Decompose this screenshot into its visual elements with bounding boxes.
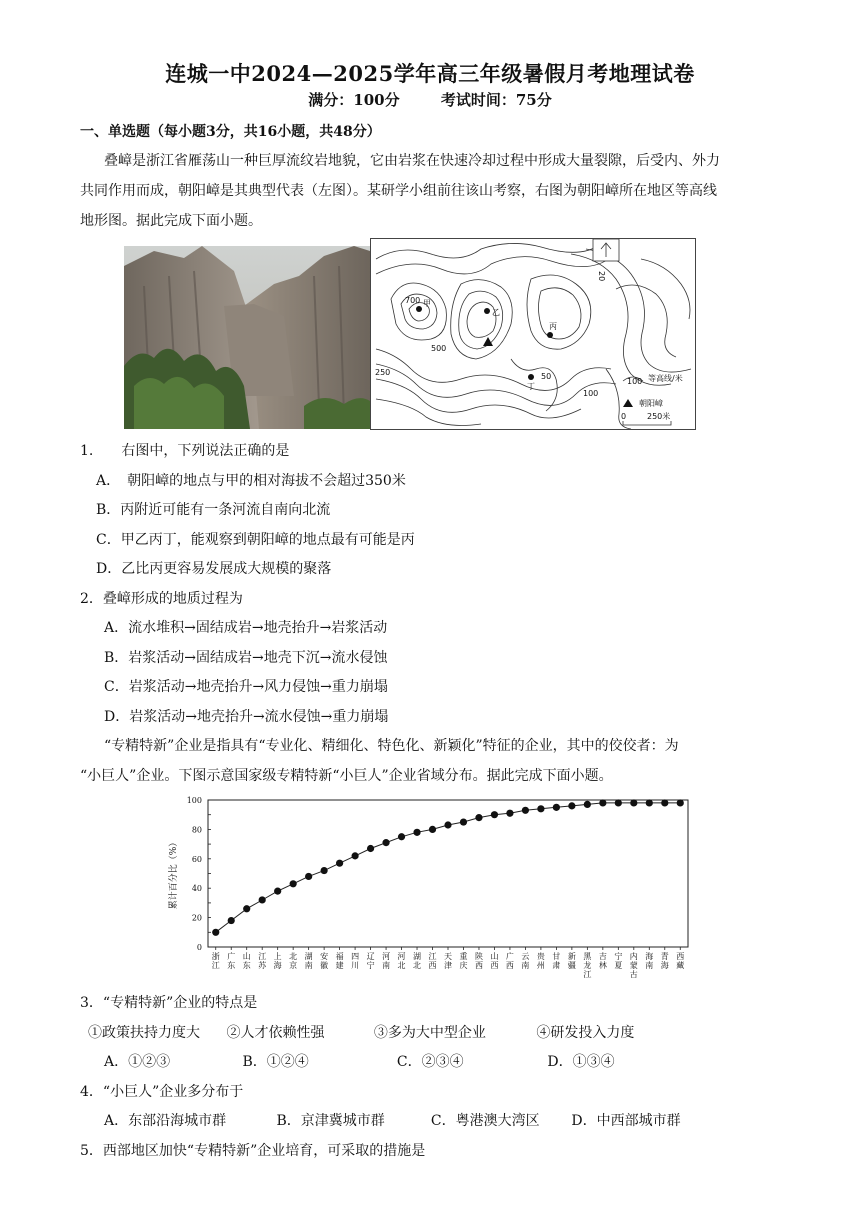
x-tick-label: 山东 (242, 952, 251, 970)
x-tick-label: 青海 (660, 952, 669, 970)
q1-option-d[interactable]: D．乙比丙更容易发展成大规模的聚落 (96, 561, 332, 577)
q4-option-a[interactable]: A．东部沿海城市群 (104, 1113, 227, 1129)
q3-item-1: ①政策扶持力度大 (88, 1025, 200, 1041)
data-point (305, 873, 312, 880)
data-point (568, 802, 575, 809)
data-point (228, 917, 235, 924)
q2-option-d[interactable]: D．岩浆活动→地壳抬升→流水侵蚀→重力崩塌 (104, 709, 389, 725)
x-tick-label: 安徽 (320, 952, 329, 970)
x-tick-label: 广西 (505, 952, 514, 970)
legend-contour-text: 等高线/米 (648, 374, 683, 383)
data-point (367, 845, 374, 852)
x-tick-label: 辽宁 (366, 952, 375, 970)
x-tick-label: 上海 (273, 952, 282, 970)
q1-option-a[interactable]: A． 朝阳嶂的地点与甲的相对海拔不会超过350米 (96, 473, 406, 489)
contour-label-50: 50 (541, 372, 552, 381)
data-point (398, 833, 405, 840)
q4-stem: 4．“小巨人”企业多分布于 (80, 1084, 244, 1100)
data-point (259, 896, 266, 903)
x-tick-label: 海南 (645, 952, 654, 970)
point-ding-label: 丁 (527, 382, 535, 391)
data-point (290, 880, 297, 887)
data-point (460, 818, 467, 825)
x-tick-label: 浙江 (211, 952, 220, 970)
contour-map-graphic (371, 239, 695, 429)
q1-option-b[interactable]: B．丙附近可能有一条河流自南向北流 (96, 502, 331, 518)
cliff-photo-graphic (124, 246, 370, 429)
y-tick-label: 40 (191, 884, 202, 894)
q4-options (104, 1111, 814, 1131)
data-point (475, 814, 482, 821)
q3-item-4: ④研发投入力度 (536, 1025, 635, 1041)
data-point (661, 799, 668, 806)
data-point (646, 799, 653, 806)
legend-scale-zero: 0 (621, 412, 627, 421)
q3-item-3: ③多为大中型企业 (373, 1025, 486, 1041)
y-tick-label: 20 (191, 913, 202, 923)
data-point (599, 799, 606, 806)
page-title: 连城一中2024—2025学年高三年级暑假月考地理试卷 (165, 61, 695, 86)
x-tick-label: 陕西 (474, 952, 483, 970)
q3-items (88, 1023, 798, 1043)
x-tick-label: 重庆 (459, 952, 468, 970)
map-legend (621, 373, 683, 425)
contour-label-250: 250 (375, 368, 391, 377)
x-tick-label: 广东 (227, 952, 236, 970)
data-point (429, 826, 436, 833)
x-tick-label: 甘肃 (552, 952, 561, 970)
intro-line-3: 地形图。据此完成下面小题。 (80, 213, 262, 229)
intro-line-1: 叠嶂是浙江省雁荡山一种巨厚流纹岩地貌，它由岩浆在快速冷却过程中形成大量裂隙，后受内、外力 (104, 153, 720, 169)
x-tick-label: 江西 (428, 952, 437, 970)
q3-stem: 3．“专精特新”企业的特点是 (80, 995, 258, 1011)
data-point (351, 852, 358, 859)
x-tick-label: 宁夏 (614, 952, 623, 970)
q2-option-b[interactable]: B．岩浆活动→固结成岩→地壳下沉→流水侵蚀 (104, 650, 388, 666)
data-point (444, 821, 451, 828)
q3-item-2: ②人才依赖性强 (226, 1025, 325, 1041)
data-point (506, 810, 513, 817)
data-point (382, 839, 389, 846)
data-point (553, 804, 560, 811)
q5-stem: 5．西部地区加快“专精特新”企业培育，可采取的措施是 (80, 1143, 426, 1159)
contour-label-700: 700 (405, 296, 421, 305)
data-point (615, 799, 622, 806)
x-tick-label: 黑龙江 (583, 952, 592, 979)
data-point (321, 867, 328, 874)
x-tick-label: 云南 (521, 952, 530, 970)
cumulative-chart (160, 792, 700, 992)
point-bing-label: 丙 (549, 322, 557, 331)
data-point (677, 799, 684, 806)
q1-option-c[interactable]: C．甲乙丙丁，能观察到朝阳嶂的地点最有可能是丙 (96, 532, 415, 548)
y-tick-label: 0 (196, 943, 202, 952)
y-tick-label: 60 (191, 854, 202, 864)
x-tick-label: 吉林 (598, 952, 607, 970)
point-yi-label: 乙 (492, 308, 500, 317)
q3-option-b[interactable]: B．①②④ (242, 1054, 309, 1070)
data-point (522, 807, 529, 814)
x-tick-label: 江苏 (258, 952, 267, 970)
contour-label-500: 500 (431, 344, 447, 353)
y-tick-label: 100 (186, 796, 202, 805)
x-tick-label: 河南 (382, 952, 391, 970)
y-axis-label: 累计百分比（%） (169, 837, 179, 910)
q3-option-c[interactable]: C．②③④ (396, 1054, 464, 1070)
full-score: 满分：100分 (308, 91, 400, 109)
exam-time: 考试时间：75分 (440, 91, 552, 109)
x-tick-label: 山西 (490, 952, 499, 970)
contour-label-100: 100 (583, 389, 599, 398)
data-point (274, 888, 281, 895)
section2-intro-2: “小巨人”企业。下图示意国家级专精特新“小巨人”企业省域分布。据此完成下面小题。 (80, 768, 613, 784)
legend-contour-value: 100 (627, 377, 643, 386)
q2-option-c[interactable]: C．岩浆活动→地壳抬升→风力侵蚀→重力崩塌 (104, 679, 388, 695)
legend-scale-text: 250米 (647, 412, 671, 421)
cumulative-chart-svg (160, 792, 700, 992)
q2-stem: 2．叠嶂形成的地质过程为 (80, 591, 243, 607)
y-tick-label: 80 (191, 825, 202, 835)
contour-label-20: 20 (597, 271, 606, 282)
data-point (491, 811, 498, 818)
data-point (212, 929, 219, 936)
point-jia-label: 甲 (423, 299, 431, 308)
data-point (630, 799, 637, 806)
cliff-photo (124, 246, 370, 429)
section-title: 一、单选题（每小题3分，共16小题，共48分） (80, 124, 381, 140)
x-tick-label: 四川 (351, 952, 360, 970)
x-tick-label: 西藏 (676, 952, 685, 970)
q3-option-d[interactable]: D．①③④ (547, 1054, 615, 1070)
data-point (413, 829, 420, 836)
contour-map (370, 238, 696, 430)
x-tick-label: 湖北 (413, 952, 422, 970)
x-tick-label: 河北 (397, 952, 406, 970)
q3-option-a[interactable]: A．①②③ (104, 1054, 171, 1070)
x-tick-label: 天津 (444, 952, 452, 970)
legend-peak-text: 朝阳嶂 (639, 399, 663, 408)
q4-option-b[interactable]: B．京津冀城市群 (276, 1113, 385, 1129)
data-point (537, 805, 544, 812)
q3-options (104, 1052, 814, 1072)
x-tick-label: 贵州 (536, 952, 545, 970)
intro-line-2: 共同作用而成，朝阳嶂是其典型代表（左图）。某研学小组前往该山考察，右图为朝阳嶂所在地区等高线 (80, 183, 717, 199)
x-tick-label: 北京 (289, 952, 298, 970)
exam-info (0, 89, 860, 110)
data-point (336, 860, 343, 867)
q4-option-c[interactable]: C．粤港澳大湾区 (430, 1113, 540, 1129)
x-tick-label: 湖南 (304, 952, 313, 970)
data-point (243, 905, 250, 912)
x-tick-label: 新疆 (567, 952, 576, 970)
x-tick-label: 福建 (335, 952, 344, 970)
data-point (584, 801, 591, 808)
q1-stem: 1. 右图中，下列说法正确的是 (80, 443, 290, 459)
section2-intro-1: “专精特新”企业是指具有“专业化、精细化、特色化、新颖化”特征的企业，其中的佼佼者：为 (104, 738, 679, 754)
q4-option-d[interactable]: D．中西部城市群 (571, 1113, 681, 1129)
x-tick-label: 内蒙古 (629, 952, 638, 979)
q2-option-a[interactable]: A．流水堆积→固结成岩→地壳抬升→岩浆活动 (104, 620, 388, 636)
